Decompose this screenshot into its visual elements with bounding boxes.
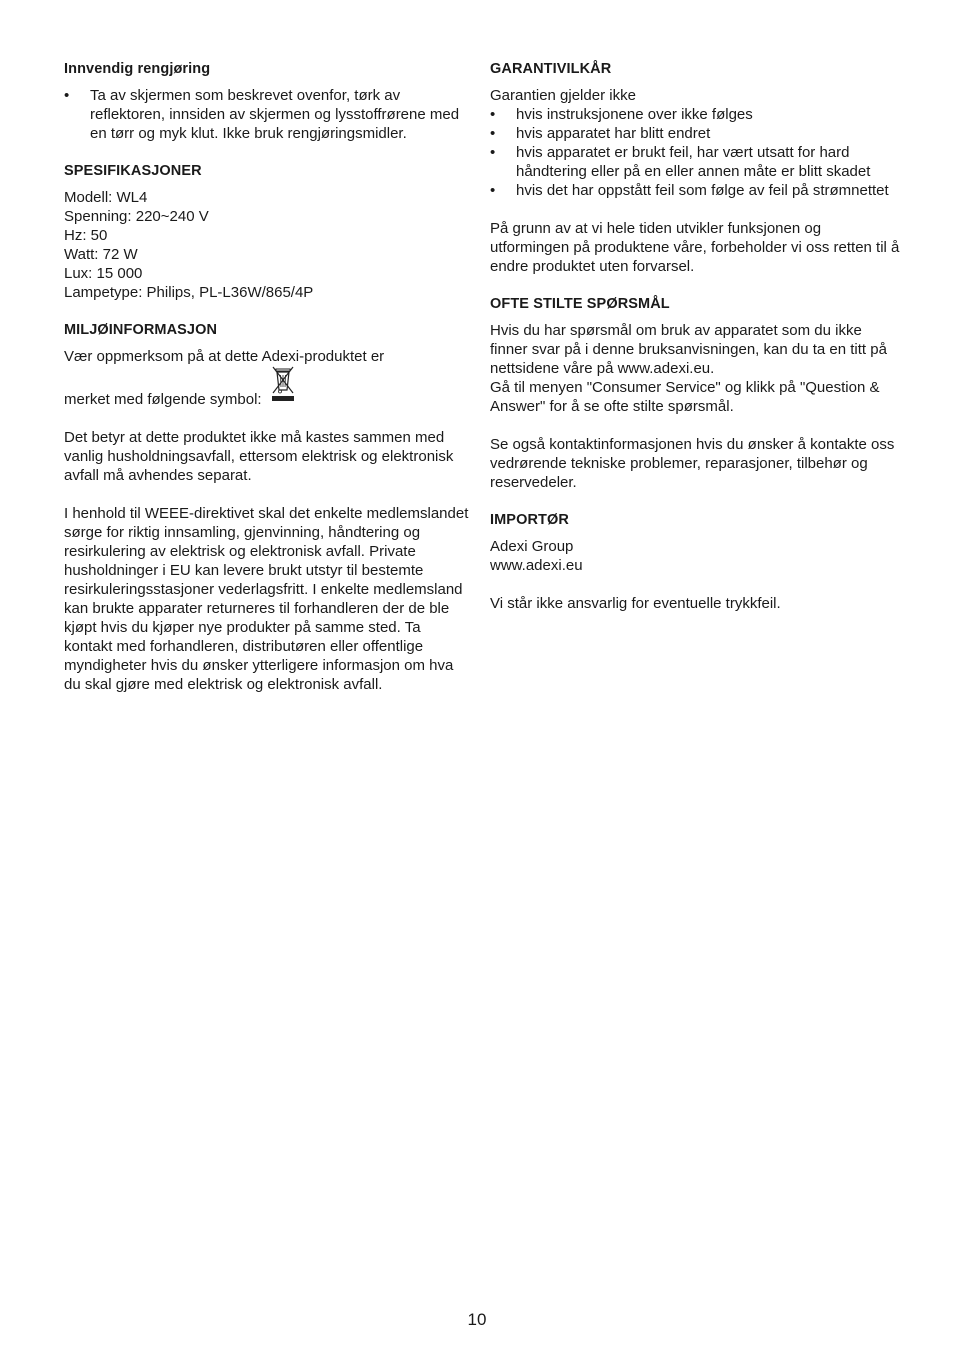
environment-paragraph1: Det betyr at dette produktet ikke må kastes sammen med vanlig husholdningsavfall, ettersom elektrisk og elektronisk avfall må avhendes separat. bbox=[64, 429, 454, 484]
section-faq bbox=[490, 295, 900, 492]
list-item: • hvis apparatet er brukt feil, har vært utsatt for hard håndtering eller på en eller annen måte er blitt skadet bbox=[490, 143, 900, 181]
importer-name: Adexi Group bbox=[490, 538, 574, 555]
environment-paragraph2: I henhold til WEEE-direktivet skal det enkelte medlemslandet sørge for riktig innsamling, gjenvinning, håndtering og resirkulering av elektrisk og elektronisk avfall. Private husholdninger i EU kan levere brukt utstyr til bestemte resirkuleringsstasjoner vederlagsfritt. I enkelte medlemsland kan brukte apparater returneres til forhandleren der de ble kjøpt hvis du kjøper nye produkter på samme sted. Ta kontakt med forhandleren, distributøren eller offentlige myndigheter hvis du ønsker ytterligere informasjon om hva du skal gjøre med elektrisk og elektronisk avfall. bbox=[64, 505, 469, 693]
spec-voltage: Spenning: 220~240 V bbox=[64, 208, 209, 225]
spec-wattage: Watt: 72 W bbox=[64, 246, 138, 263]
warranty-intro: Garantien gjelder ikke bbox=[490, 87, 636, 104]
list-item: • hvis det har oppstått feil som følge av feil på strømnettet bbox=[490, 181, 900, 200]
list-item: • hvis instruksjonene over ikke følges bbox=[490, 105, 900, 124]
heading-internal-cleaning: Innvendig rengjøring bbox=[64, 61, 211, 77]
left-column bbox=[64, 60, 469, 713]
warranty-paragraph: På grunn av at vi hele tiden utvikler funksjonen og utformingen på produktene våre, forbeholder vi oss retten til å endre produktet uten forvarsel. bbox=[490, 220, 900, 275]
spec-lux: Lux: 15 000 bbox=[64, 265, 143, 282]
cleaning-list bbox=[64, 86, 469, 143]
heading-specifications: SPESIFIKASJONER bbox=[64, 163, 202, 179]
heading-warranty: GARANTIVILKÅR bbox=[490, 61, 612, 77]
section-internal-cleaning bbox=[64, 60, 469, 143]
section-importer bbox=[490, 511, 900, 613]
faq-paragraph1: Hvis du har spørsmål om bruk av apparatet som du ikke finner svar på i denne bruksanvisningen, kan du ta en titt på nettsidene våre på www.adexi.eu. bbox=[490, 322, 887, 377]
list-item: • Ta av skjermen som beskrevet ovenfor, tørk av reflektoren, innsiden av skjermen og lysstoffrørene med en tørr og myk klut. Ikke bruk rengjøringsmidler. bbox=[64, 86, 469, 143]
spec-lamp-type: Lampetype: Philips, PL-L36W/865/4P bbox=[64, 284, 314, 301]
importer-website: www.adexi.eu bbox=[490, 557, 583, 574]
list-item: • hvis apparatet har blitt endret bbox=[490, 124, 900, 143]
heading-environment: MILJØINFORMASJON bbox=[64, 322, 218, 338]
section-environment bbox=[64, 321, 469, 694]
warranty-list bbox=[490, 105, 900, 200]
weee-crossed-bin-icon bbox=[270, 366, 296, 407]
environment-intro-line2: merket med følgende symbol: bbox=[64, 391, 262, 408]
page-number: 10 bbox=[467, 1310, 487, 1329]
faq-paragraph1b: Gå til menyen "Consumer Service" og klikk på "Question & Answer" for å se ofte stilte spørsmål. bbox=[490, 379, 880, 415]
spec-frequency: Hz: 50 bbox=[64, 227, 108, 244]
heading-importer: IMPORTØR bbox=[490, 512, 569, 528]
right-column bbox=[490, 60, 900, 632]
section-warranty bbox=[490, 60, 900, 276]
importer-disclaimer: Vi står ikke ansvarlig for eventuelle trykkfeil. bbox=[490, 595, 781, 612]
faq-paragraph2: Se også kontaktinformasjonen hvis du ønsker å kontakte oss vedrørende tekniske problemer, reparasjoner, tilbehør og reservedeler. bbox=[490, 436, 895, 491]
environment-symbol-line bbox=[64, 366, 469, 409]
spec-model: Modell: WL4 bbox=[64, 189, 148, 206]
heading-faq: OFTE STILTE SPØRSMÅL bbox=[490, 296, 670, 312]
environment-intro-line1: Vær oppmerksom på at dette Adexi-produktet er bbox=[64, 348, 385, 365]
section-specifications bbox=[64, 162, 469, 302]
